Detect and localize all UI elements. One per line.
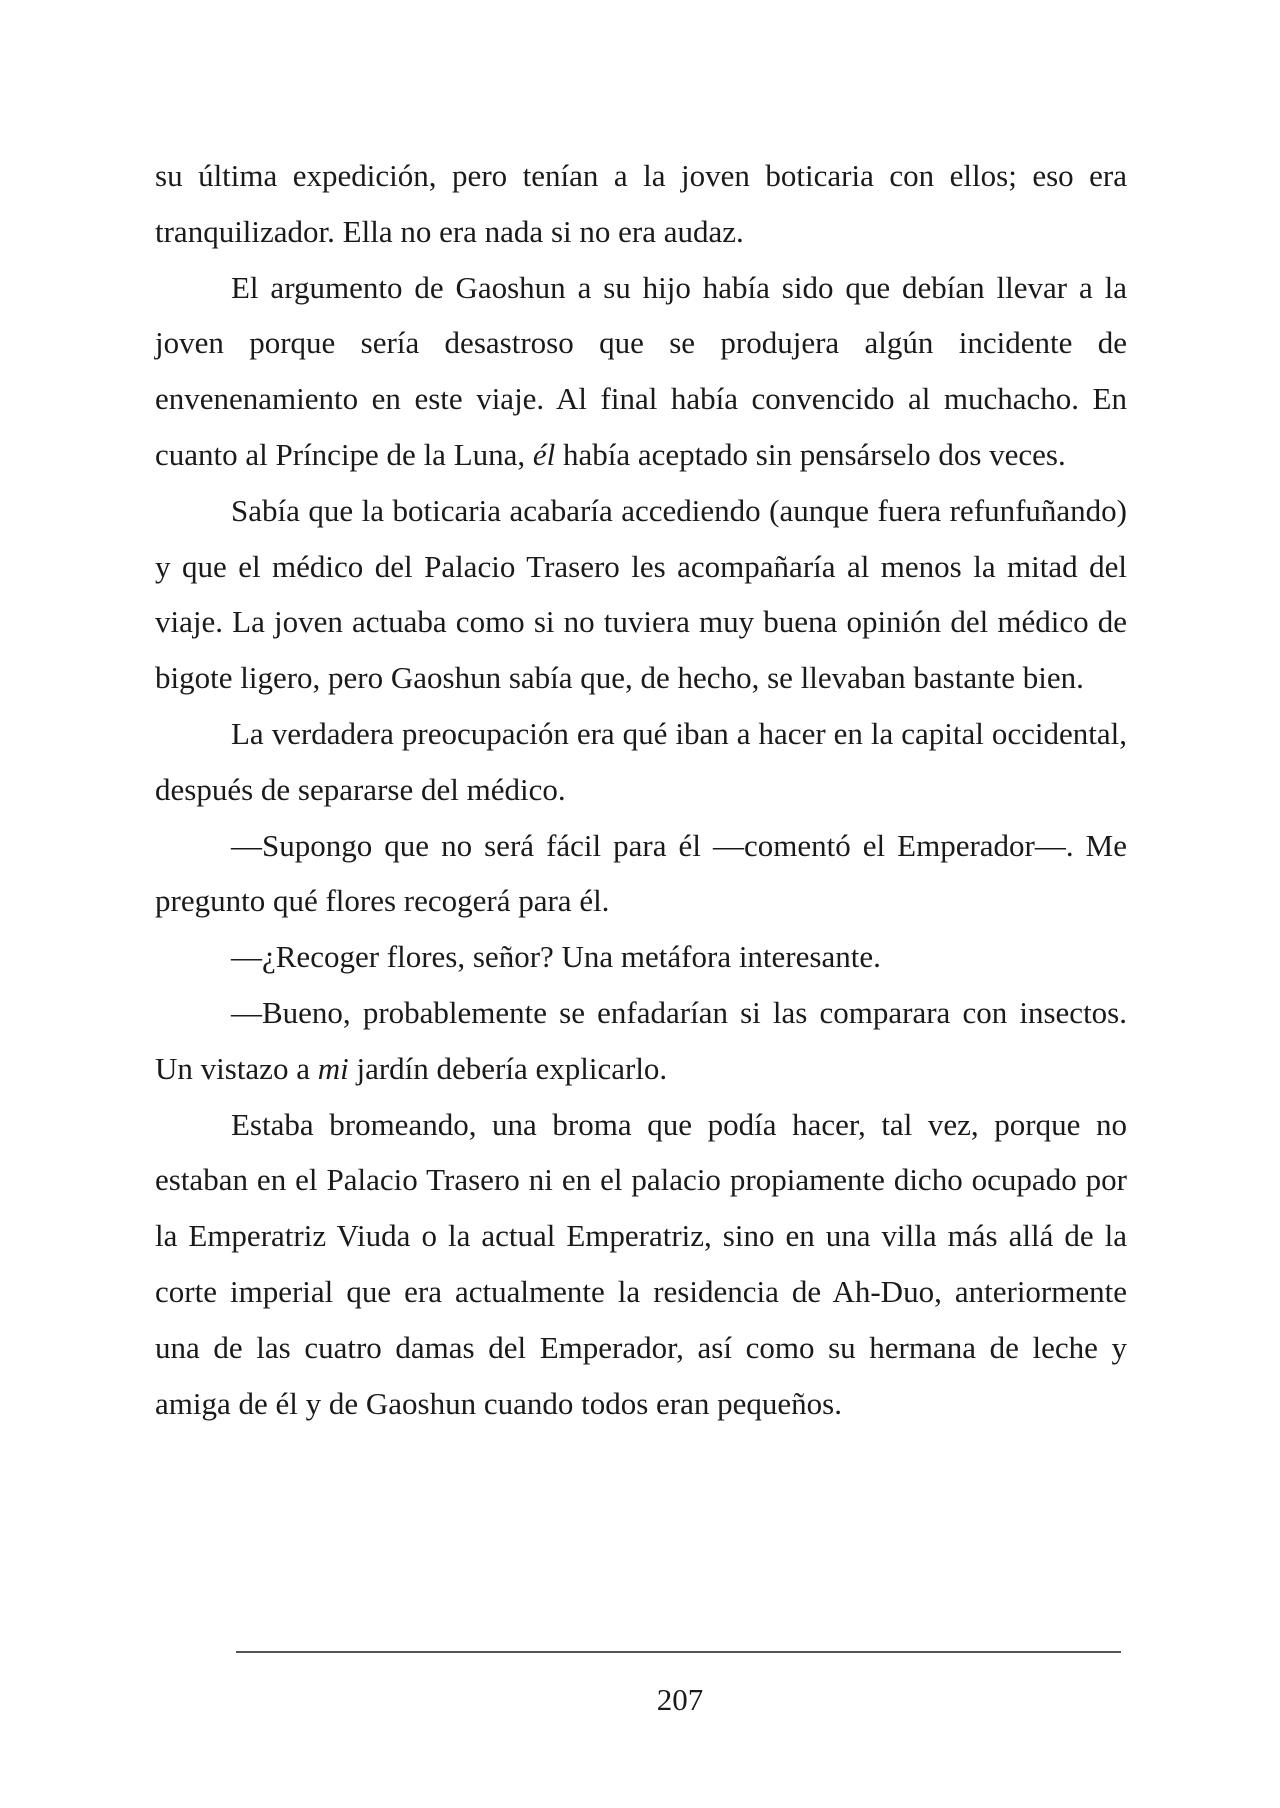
paragraph <box>155 1097 1127 1432</box>
text-segment: El argumento de Gaoshun a su hijo había sido que debían llevar a la joven porque sería desastroso que se produjera algún incidente de envenenamiento en este viaje. Al final había convencido al muchacho. En cuanto al Príncipe de la Luna, <box>155 269 1127 472</box>
text-segment: —Bueno, probablemente se enfadarían si las comparara con insectos. Un vistazo a <box>155 994 1127 1086</box>
paragraph <box>155 818 1127 930</box>
paragraph <box>155 706 1127 818</box>
paragraph <box>155 148 1127 260</box>
italic-text: él <box>532 436 556 472</box>
paragraph <box>155 260 1127 483</box>
paragraph <box>155 985 1127 1097</box>
italic-text: mi <box>317 1050 349 1086</box>
text-segment: La verdadera preocupación era qué iban a hacer en la capital occidental, después de separarse del médico. <box>155 715 1127 807</box>
footer-rule <box>236 1651 1121 1653</box>
body-text <box>155 148 1127 1431</box>
text-segment: Sabía que la boticaria acabaría accediendo (aunque fuera refunfuñando) y que el médico del Palacio Trasero les acompañaría al menos la mitad del viaje. La joven actuaba como si no tuviera muy buena opinión del médico de bigote ligero, pero Gaoshun sabía que, de hecho, se llevaban bastante bien. <box>155 492 1127 696</box>
paragraph <box>155 929 1127 985</box>
text-segment: —Supongo que no será fácil para él —comentó el Emperador—. Me pregunto qué flores recogerá para él. <box>155 827 1127 919</box>
text-segment: había aceptado sin pensárselo dos veces. <box>555 436 1066 472</box>
paragraph <box>155 483 1127 706</box>
text-segment: su última expedición, pero tenían a la joven boticaria con ellos; eso era tranquilizador. Ella no era nada si no era audaz. <box>155 158 1127 249</box>
page-number: 207 <box>656 1682 704 1717</box>
text-segment: Estaba bromeando, una broma que podía hacer, tal vez, porque no estaban en el Palacio Trasero ni en el palacio propiamente dicho ocupado por la Emperatriz Viuda o la actual Emperatriz, sino en una villa más allá de la corte imperial que era actualmente la residencia de Ah-Duo, anteriormente una de las cuatro damas del Emperador, así como su hermana de leche y amiga de él y de Gaoshun cuando todos eran pequeños. <box>155 1106 1127 1421</box>
text-segment: jardín debería explicarlo. <box>348 1050 668 1086</box>
text-segment: —¿Recoger flores, señor? Una metáfora interesante. <box>231 939 881 975</box>
